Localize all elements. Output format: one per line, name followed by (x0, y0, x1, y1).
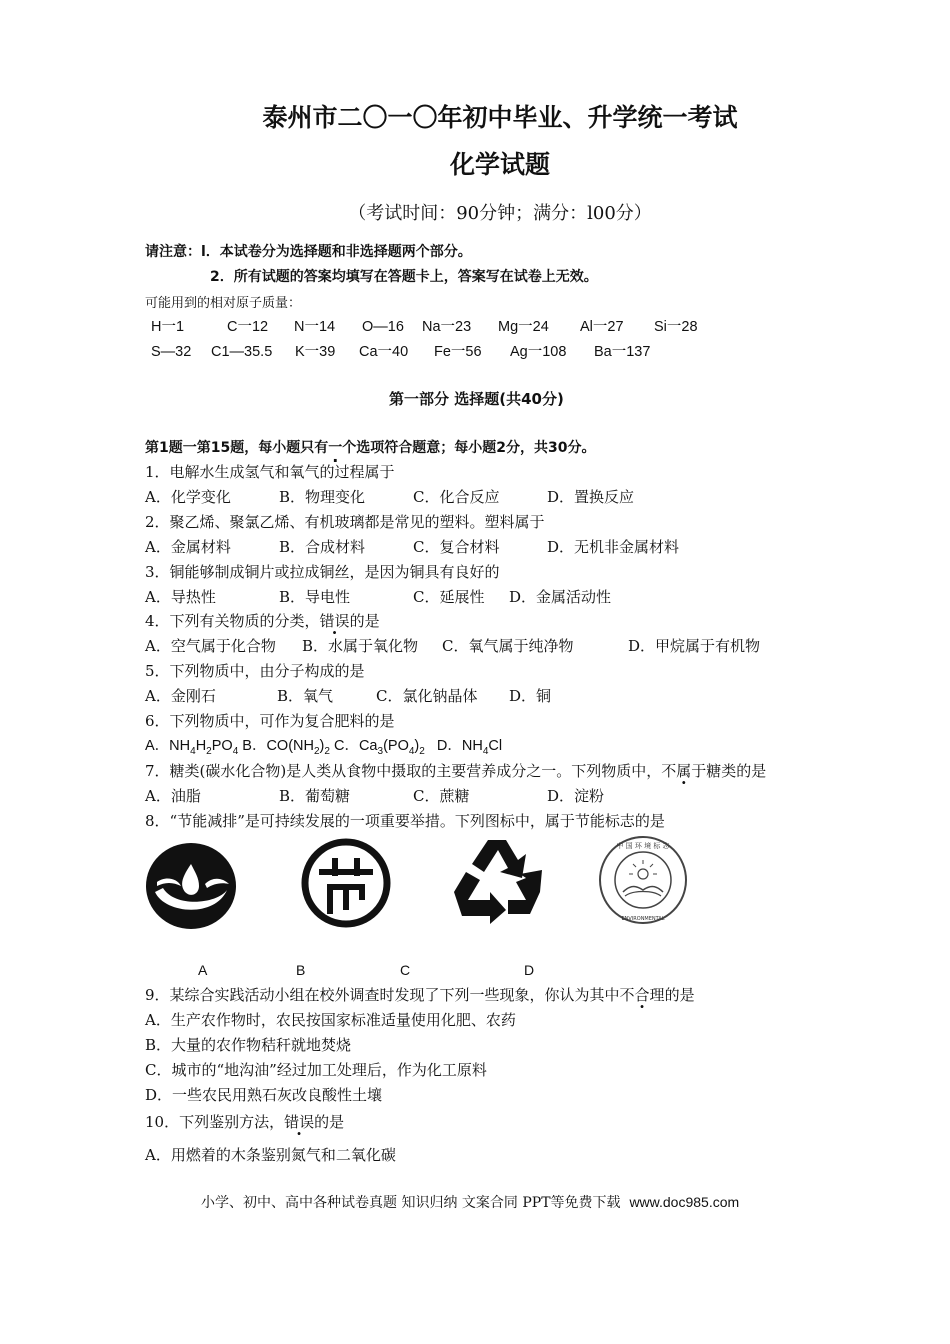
option: A．导热性 (145, 588, 216, 606)
atomic-mass: H一1 (151, 319, 185, 335)
atomic-mass: Mg一24 (498, 319, 549, 335)
stem-text: 的是 (314, 1113, 345, 1131)
stem-text: 的是 (349, 612, 380, 630)
question-7-options (145, 786, 604, 806)
formula-part: ) (414, 738, 420, 754)
option: B．葡萄糖 (279, 787, 351, 805)
formula-subscript: 4 (232, 745, 239, 757)
emphasis-text: 错误 (284, 1113, 315, 1131)
atomic-mass: K一39 (295, 344, 336, 360)
energy-saving-logo-icon (301, 838, 391, 928)
question-8-stem: 8．“节能减排”是可持续发展的一项重要举措。下列图标中，属于节能标志的是 (145, 812, 665, 830)
atomic-mass: Fe一56 (434, 344, 482, 360)
formula-subscript: 2 (324, 745, 330, 757)
option: B．水属于氧化物 (302, 637, 419, 655)
atomic-mass-row-2 (151, 340, 650, 361)
atomic-mass: O—16 (362, 319, 404, 335)
question-7-stem (145, 761, 766, 781)
formula-subscript: 2 (206, 745, 212, 757)
instruction-text: 第1题一第15题，每小题只有 (145, 440, 329, 456)
option: B．氧气 (277, 687, 334, 705)
option-c (333, 738, 425, 757)
formula-subscript: 4 (408, 745, 415, 757)
formula-subscript: 3 (377, 745, 384, 757)
question-9-stem (145, 985, 695, 1005)
logo-label-c: C (400, 962, 411, 978)
stem-text: 7．糖类(碳水化合物)是人类从食物中摄取的主要营养成分之一。下列物质中， (145, 762, 662, 780)
formula-part: D．NH (436, 738, 483, 754)
emphasis-text: 一 (328, 440, 343, 456)
option: A．金属材料 (145, 538, 231, 556)
option: A．油脂 (145, 787, 201, 805)
option-a (145, 738, 239, 757)
atomic-mass: S—32 (151, 344, 192, 360)
formula-part: (PO (383, 738, 409, 754)
option: C．复合材料 (413, 538, 500, 556)
question-4-options (145, 636, 760, 656)
option: C．延展性 (413, 588, 485, 606)
option: C．蔗糖 (413, 787, 470, 805)
stem-text: 的是 (664, 986, 695, 1004)
emphasis-text: 不合理 (619, 986, 665, 1004)
formula-part: B．CO(NH (242, 738, 314, 754)
exam-info: （考试时间：90分钟；满分：l00分） (348, 203, 652, 224)
footer-text: 小学、初中、高中各种试卷真题 知识归纳 文案合同 PPT等免费下载 (201, 1195, 621, 1211)
environmental-label-logo-icon (597, 834, 689, 926)
question-4-stem (145, 611, 380, 631)
formula-part: A．NH (145, 738, 191, 754)
water-saving-logo-icon (145, 842, 237, 930)
question-2-stem: 2．聚乙烯、聚氯乙烯、有机玻璃都是常见的塑料。塑料属于 (145, 513, 545, 531)
formula-subscript: 4 (190, 745, 196, 757)
option: A．化学变化 (145, 488, 231, 506)
emphasis-text: 不属于 (661, 762, 707, 780)
question-9-option-d: D．一些农民用熟石灰改良酸性土壤 (145, 1086, 383, 1104)
atomic-mass: Na一23 (422, 319, 472, 335)
stem-text: 9．某综合实践活动小组在校外调查时发现了下列一些现象，你认为其中 (145, 986, 620, 1004)
question-6-options (145, 736, 502, 762)
atomic-mass: Ca一40 (359, 344, 409, 360)
question-10-option-a: A．用燃着的木条鉴别氮气和二氧化碳 (145, 1146, 396, 1164)
instruction-text: 个选项符合题意；每小题2分，共30分。 (342, 440, 596, 456)
option: D．铜 (509, 687, 552, 705)
formula-subscript: 4 (482, 745, 489, 757)
option: C．化合反应 (413, 488, 500, 506)
option: B．合成材料 (279, 538, 366, 556)
recycling-logo-icon (450, 834, 544, 926)
question-2-options (145, 537, 679, 557)
option: D．淀粉 (547, 787, 605, 805)
atomic-mass: C一12 (227, 319, 269, 335)
exam-title: 泰州市二〇一〇年初中毕业、升学统一考试 (262, 103, 738, 132)
atomic-mass: N一14 (294, 319, 336, 335)
footer (201, 1192, 739, 1212)
atomic-mass-intro: 可能用到的相对原子质量： (145, 296, 302, 311)
logo-text: 中 国 环 境 标 志 (616, 842, 670, 850)
question-3-stem: 3．铜能够制成铜片或拉成铜丝，是因为铜具有良好的 (145, 563, 500, 581)
option-d (436, 738, 503, 757)
section-instruction (145, 437, 595, 457)
question-6-stem: 6．下列物质中，可作为复合肥料的是 (145, 712, 395, 730)
atomic-mass: Si一28 (654, 319, 698, 335)
note-line-2: 2．所有试题的答案均填写在答题卡上，答案写在试卷上无效。 (210, 269, 598, 285)
question-9-option-b: B．大量的农作物秸秆就地焚烧 (145, 1036, 352, 1054)
question-9-option-a: A．生产农作物时，农民按国家标准适量使用化肥、农药 (145, 1011, 516, 1029)
question-3-options (145, 587, 611, 607)
option: B．物理变化 (279, 488, 366, 506)
question-9-option-c: C．城市的“地沟油”经过加工处理后，作为化工原料 (145, 1061, 487, 1079)
option: A．空气属于化合物 (145, 637, 276, 655)
note-line-1: 请注意：l．本试卷分为选择题和非选择题两个部分。 (145, 244, 472, 260)
emphasis-text: 错误 (319, 612, 350, 630)
logo-label-a: A (198, 962, 208, 978)
question-1-stem: 1．电解水生成氢气和氧气的过程属于 (145, 463, 395, 481)
option: A．金刚石 (145, 687, 216, 705)
formula-part: PO (211, 738, 233, 754)
stem-text: 10．下列鉴别方法， (145, 1113, 285, 1131)
exam-subtitle: 化学试题 (449, 150, 550, 179)
option: C．氧气属于纯净物 (442, 637, 574, 655)
footer-url[interactable]: www.doc985.com (629, 1194, 740, 1210)
atomic-mass: Al一27 (580, 319, 624, 335)
option: D．金属活动性 (509, 588, 612, 606)
question-5-options (145, 686, 551, 706)
question-5-stem: 5．下列物质中，由分子构成的是 (145, 662, 365, 680)
question-10-stem (145, 1112, 344, 1132)
formula-part: ) (319, 738, 325, 754)
stem-text: 糖类的是 (706, 762, 767, 780)
option: B．导电性 (279, 588, 351, 606)
atomic-mass: C1—35.5 (211, 344, 273, 360)
formula-part: Cl (488, 738, 503, 754)
stem-text: 4．下列有关物质的分类， (145, 612, 320, 630)
question-1-options (145, 487, 634, 507)
option: D．甲烷属于有机物 (628, 637, 761, 655)
logo-text: ENVIRONMENTAL (621, 916, 665, 922)
option: C．氯化钠晶体 (376, 687, 478, 705)
formula-subscript: 2 (313, 745, 320, 757)
section-title: 第一部分 选择题(共40分) (389, 390, 564, 408)
logo-label-b: B (296, 962, 306, 978)
atomic-mass: Ag一108 (510, 344, 567, 360)
option-b (242, 738, 330, 757)
option: D．无机非金属材料 (547, 538, 680, 556)
formula-subscript: 2 (419, 745, 425, 757)
formula-part: C．Ca (333, 738, 378, 754)
formula-part: H (195, 738, 207, 754)
option: D．置换反应 (547, 488, 635, 506)
logo-label-d: D (524, 962, 535, 978)
atomic-mass-row-1 (151, 315, 698, 336)
atomic-mass: Ba一137 (594, 344, 651, 360)
